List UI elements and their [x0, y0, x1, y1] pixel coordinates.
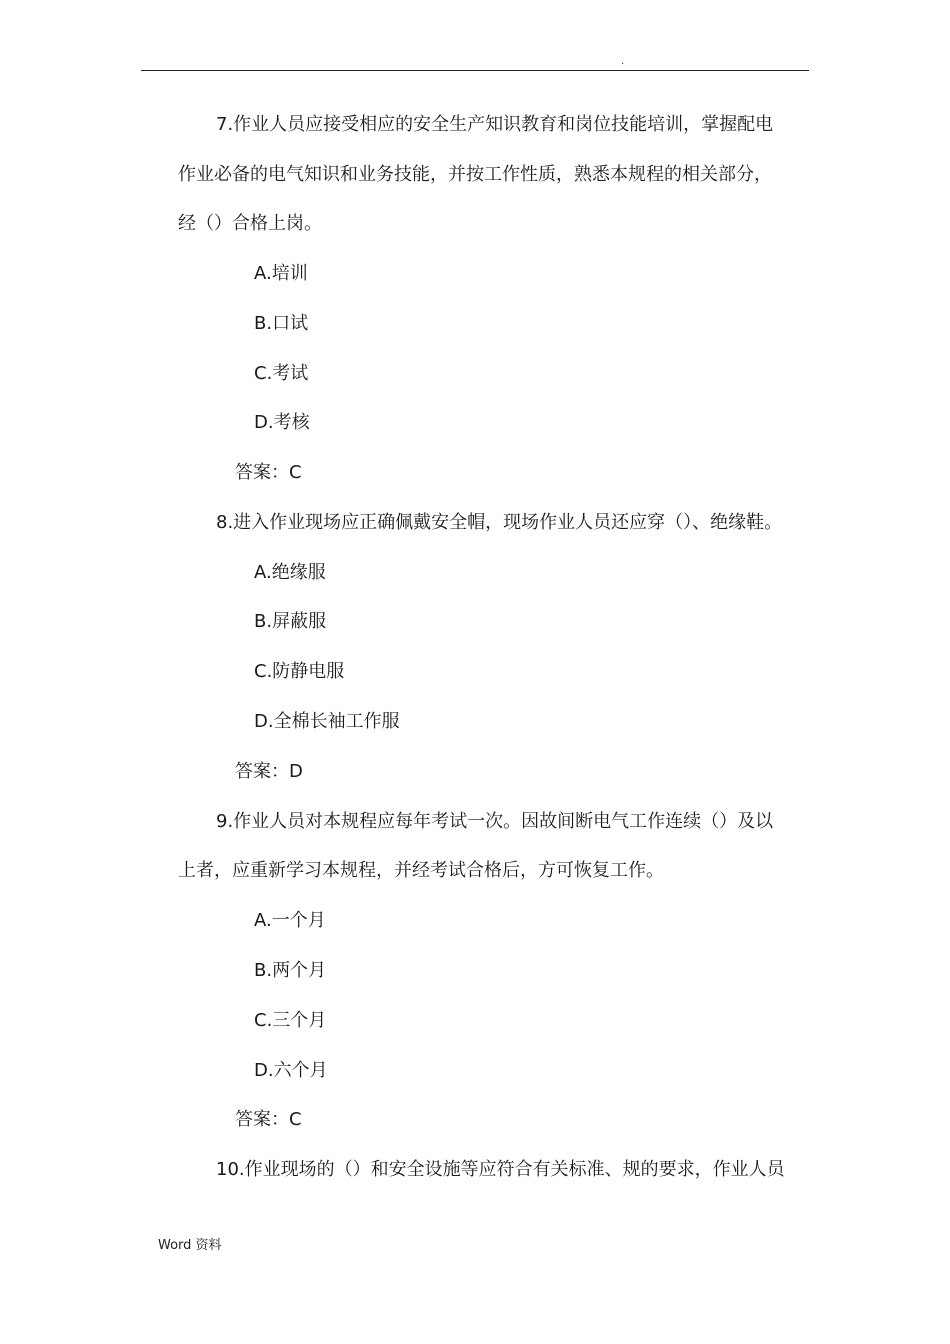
question-7-option-d: D.考核: [254, 412, 310, 433]
question-7-option-b: B.口试: [254, 313, 309, 334]
question-8-option-d: D.全棉长袖工作服: [254, 711, 400, 732]
question-10-line-1: 10.作业现场的（）和安全设施等应符合有关标准、规的要求，作业人员: [216, 1159, 785, 1180]
question-9-answer: 答案：C: [235, 1109, 302, 1130]
question-8-option-a: A.绝缘服: [254, 562, 326, 583]
question-7-line-1: 7.作业人员应接受相应的安全生产知识教育和岗位技能培训，掌握配电: [216, 114, 774, 135]
question-8-answer: 答案：D: [235, 761, 303, 782]
question-7-option-a: A.培训: [254, 263, 308, 284]
question-9-option-a: A.一个月: [254, 910, 326, 931]
question-9-option-b: B.两个月: [254, 960, 327, 981]
question-8-line-1: 8.进入作业现场应正确佩戴安全帽，现场作业人员还应穿（）、绝缘鞋。: [216, 512, 783, 533]
question-9-option-c: C.三个月: [254, 1010, 327, 1031]
header-mark: .: [621, 56, 625, 67]
question-7-answer: 答案：C: [235, 462, 302, 483]
question-7-option-c: C.考试: [254, 363, 309, 384]
footer-label: Word 资料: [158, 1238, 222, 1253]
header-rule: [141, 70, 809, 71]
question-8-option-c: C.防静电服: [254, 661, 345, 682]
question-8-option-b: B.屏蔽服: [254, 611, 327, 632]
question-7-line-2: 作业必备的电气知识和业务技能，并按工作性质，熟悉本规程的相关部分，: [178, 164, 772, 185]
question-9-line-2: 上者，应重新学习本规程，并经考试合格后，方可恢复工作。: [178, 860, 664, 881]
question-9-option-d: D.六个月: [254, 1060, 328, 1081]
question-7-line-3: 经（）合格上岗。: [178, 213, 322, 234]
question-9-line-1: 9.作业人员对本规程应每年考试一次。因故间断电气工作连续（）及以: [216, 811, 774, 832]
